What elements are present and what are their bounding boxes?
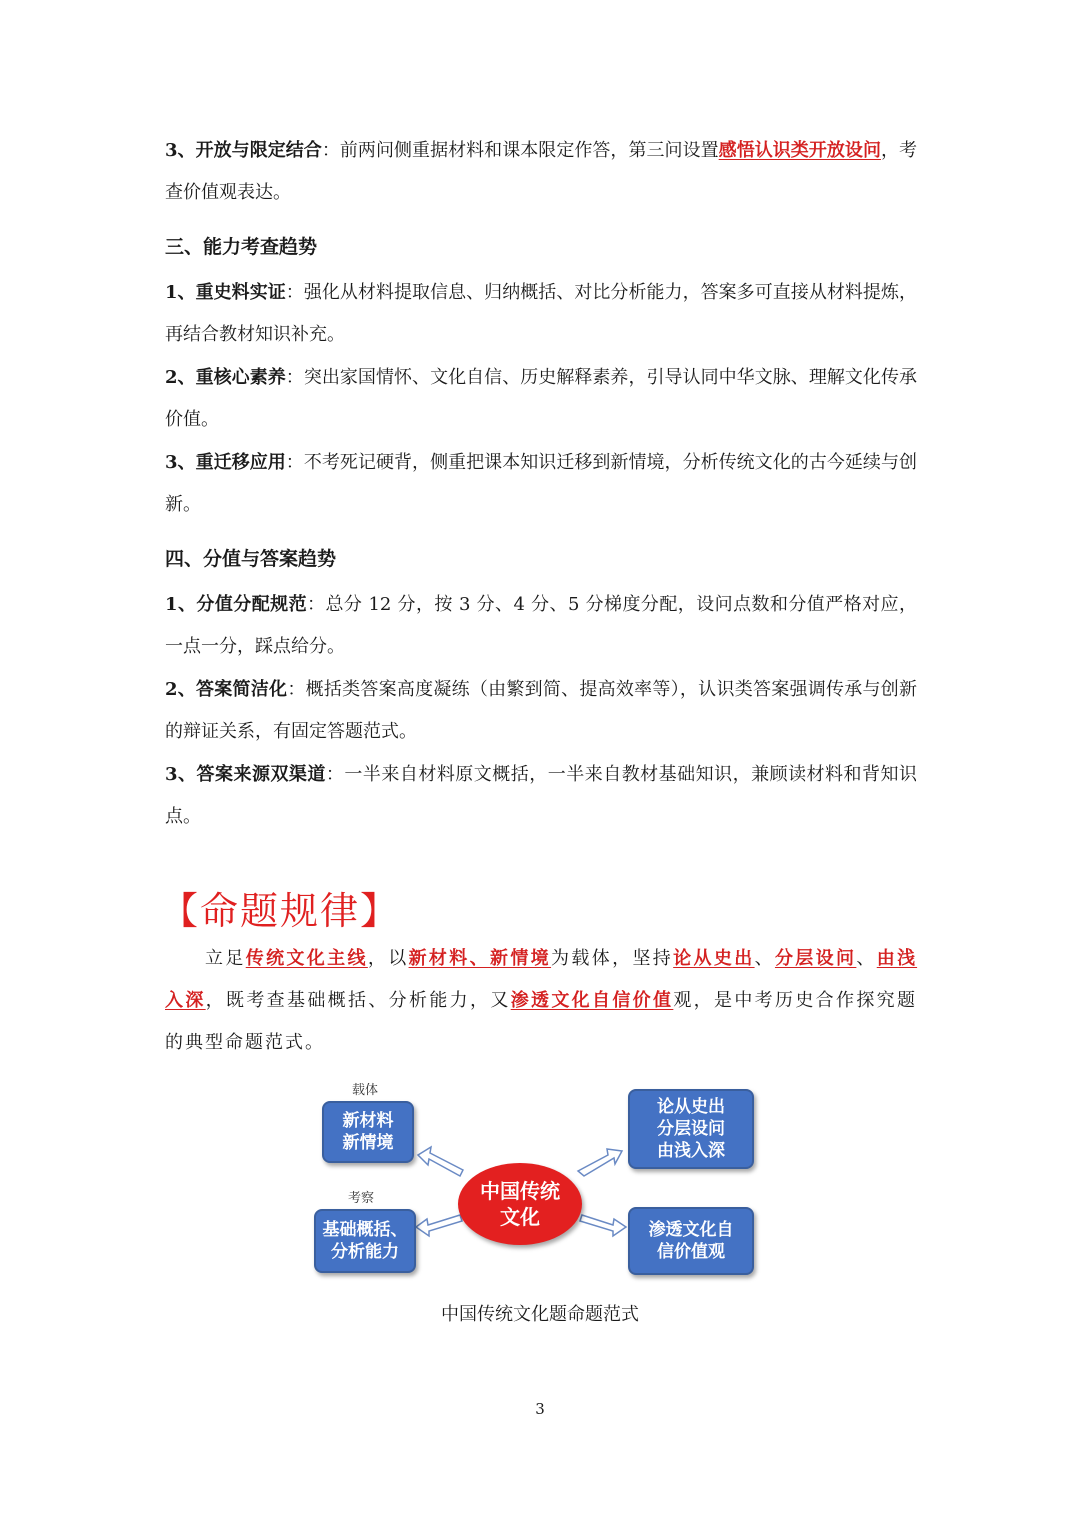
item-label: 3、开放与限定结合 [165, 140, 322, 161]
item-label: 3、答案来源双渠道 [165, 764, 326, 785]
basic-ability-box: 基础概括、分析能力 [314, 1209, 416, 1273]
item-label: 2、重核心素养 [165, 367, 286, 388]
diagram-caption: 中国传统文化题命题范式 [441, 1304, 639, 1325]
carrier-label: 载体 [352, 1083, 379, 1098]
arrow-to-method [578, 1149, 622, 1176]
item-label: 3、重迁移应用 [165, 452, 286, 473]
intro-text: ，既考查基础概括、分析能力，又 [205, 990, 511, 1011]
intro-text: ，以 [367, 948, 409, 969]
highlight-text: 由浅入深 [165, 948, 918, 1011]
item-label: 1、重史料实证 [165, 282, 286, 303]
pattern-title: 【命题规律】 [160, 889, 401, 933]
item-text: ：一半来自材料原文概括，一半来自教材基础知识，兼顾读材料和背知识点。 [165, 764, 917, 827]
ability-item-1 [165, 272, 917, 356]
proposition-diagram [300, 1075, 770, 1290]
page-number: 3 [535, 1400, 545, 1418]
arrow-to-value [580, 1215, 626, 1236]
item-text: ：概括类答案高度凝练（由繁到简、提高效率等），认识类答案强调传承与创新的辩证关系，有固定答题范式。 [165, 679, 917, 742]
item-text: ：总分 12 分，按 3 分、4 分、5 分梯度分配，设问点数和分值严格对应，一点一分，踩点给分。 [165, 594, 917, 657]
item-label: 1、分值分配规范 [165, 594, 308, 615]
item-label: 2、答案简洁化 [165, 679, 288, 700]
score-item-1 [165, 584, 917, 668]
highlight-text: 论从史出 [673, 948, 755, 969]
section-heading-score: 四、分值与答案趋势 [165, 548, 337, 570]
highlight-text: 传统文化主线 [245, 948, 368, 969]
arrow-to-new-material [418, 1147, 463, 1176]
score-item-2 [165, 669, 917, 753]
item-text: ：强化从材料提取信息、归纳概括、对比分析能力，答案多可直接从材料提炼，再结合教材知识补充。 [165, 282, 917, 345]
highlight-text: 新材料、新情境 [408, 948, 552, 969]
item-text: ：前两问侧重据材料和课本限定作答，第三问设置 [321, 140, 719, 161]
highlight-text: 感悟认识类开放设问 [718, 140, 881, 161]
score-item-3 [165, 754, 917, 838]
new-material-box: 新材料新情境 [322, 1101, 414, 1163]
highlight-text: 分层设问 [774, 948, 857, 969]
item-text: ，考查价值观表达。 [165, 140, 918, 203]
section-heading-ability: 三、能力考查趋势 [165, 236, 318, 258]
intro-text: 观，是中考历史合作探究题的典型命题范式。 [165, 990, 918, 1053]
intro-text: 、 [856, 948, 877, 969]
pattern-intro [165, 938, 917, 1064]
intro-text: 、 [754, 948, 775, 969]
item-text: ：不考死记硬背，侧重把课本知识迁移到新情境，分析传统文化的古今延续与创新。 [165, 452, 917, 515]
center-ellipse: 中国传统文化 [458, 1163, 582, 1245]
method-box: 论从史出分层设问由浅入深 [628, 1089, 754, 1169]
ability-item-2 [165, 357, 917, 441]
highlight-text: 渗透文化自信价值 [510, 990, 674, 1011]
item-open-limited [165, 130, 917, 214]
ability-item-3 [165, 442, 917, 526]
inspect-label: 考察 [348, 1191, 375, 1206]
value-box: 渗透文化自信价值观 [628, 1207, 754, 1275]
item-text: ：突出家国情怀、文化自信、历史解释素养，引导认同中华文脉、理解文化传承价值。 [165, 367, 917, 430]
intro-text: 立足 [205, 948, 246, 969]
arrow-to-basic [416, 1215, 462, 1236]
intro-text: 为载体，坚持 [551, 948, 674, 969]
